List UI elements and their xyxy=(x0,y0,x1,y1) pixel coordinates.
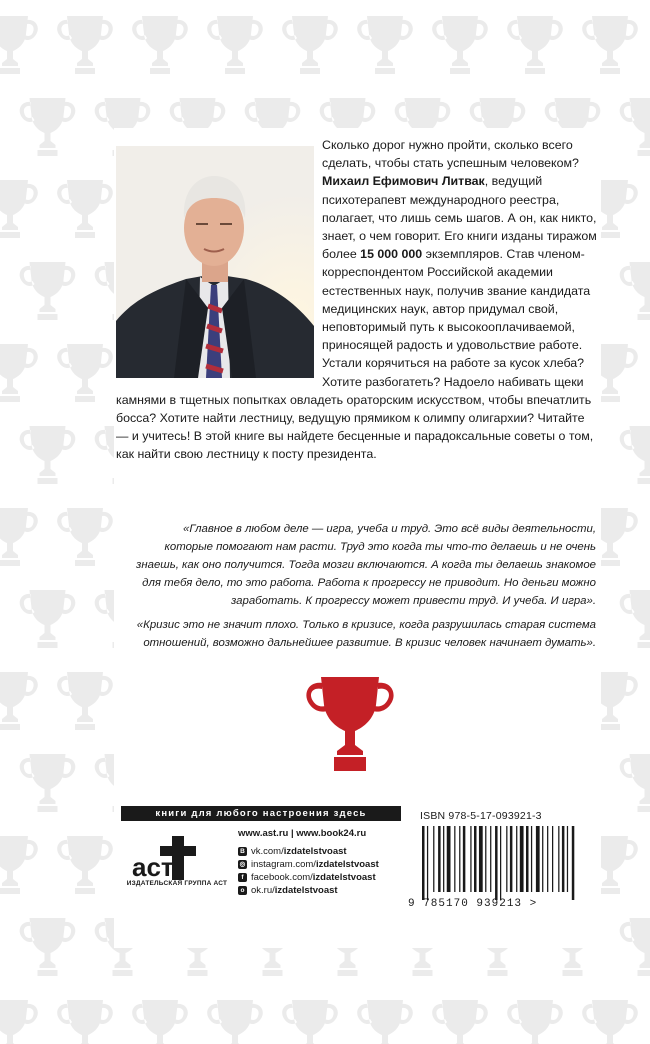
vk-icon: В xyxy=(238,847,247,856)
barcode-bar xyxy=(572,826,575,900)
pattern-cup-icon xyxy=(57,508,113,566)
pattern-cup-icon xyxy=(57,180,113,238)
pattern-cup-icon xyxy=(20,262,76,320)
barcode-bar xyxy=(463,826,466,892)
pattern-cup-icon xyxy=(207,1000,263,1044)
description-end: экземпляров. Став членом-корреспондентом Российской академии естественных наук, получив звание кандидата медицинских наук, автор придумал свой, неповторимый путь к высокооплачиваемой, приносящей радость и удовольствие работе. Устали корячиться на работе за кусок хлеба? Хотите разбогатеть? Надоело набивать щеки камнями в тщетных попытках овладеть ораторским искусством, чтобы впечатлить босса? Хотите найти лестницу, ведущую прямиком к олимпу олигархии? Читайте — и учитесь! В этой книге вы найдете бесценные и парадоксальные советы о том, как найти свою лестницу к посту президента. xyxy=(116,247,594,462)
barcode-bar xyxy=(485,826,486,892)
pattern-cup-icon xyxy=(57,836,113,894)
barcode-bar xyxy=(526,826,529,892)
barcode-bar xyxy=(500,826,501,900)
pattern-cup-icon xyxy=(620,754,650,812)
book-description xyxy=(116,136,597,464)
barcode-bar xyxy=(562,826,565,892)
pattern-cup-icon xyxy=(620,426,650,484)
barcode-bar xyxy=(443,826,444,892)
facebook-icon: f xyxy=(238,873,247,882)
pattern-cup-icon xyxy=(0,180,38,238)
pattern-cup-icon xyxy=(582,1000,638,1044)
pattern-cup-icon xyxy=(432,1000,488,1044)
barcode-bar xyxy=(567,826,568,892)
author-name: Михаил Ефимович Литвак xyxy=(322,174,485,189)
barcode-bar xyxy=(479,826,483,892)
barcode-bar xyxy=(506,826,507,892)
pattern-cup-icon xyxy=(57,16,113,74)
pattern-cup-icon xyxy=(357,1000,413,1044)
isbn-number: ISBN 978-5-17-093921-3 xyxy=(420,810,542,822)
barcode-bar xyxy=(531,826,532,892)
logo-text: аст xyxy=(132,852,174,882)
barcode-bar xyxy=(542,826,543,892)
barcode-bar xyxy=(454,826,455,892)
pattern-cup-icon xyxy=(0,16,38,74)
barcode-bar xyxy=(433,826,434,892)
slogan-bar: книги для любого настроения здесь xyxy=(121,806,401,821)
barcode-bar xyxy=(422,826,425,900)
pattern-cup-icon xyxy=(0,508,38,566)
pattern-cup-icon xyxy=(0,672,38,730)
quote-2: «Кризис это не значит плохо. Только в кризисе, когда разрушилась старая система отношений, возможно дальнейшее развитие. В кризис человек начинает думать». xyxy=(136,619,596,649)
barcode-bar xyxy=(447,826,451,892)
barcode-bar xyxy=(536,826,540,892)
pattern-cup-icon xyxy=(357,16,413,74)
pattern-cup-icon xyxy=(0,836,38,894)
pattern-cup-icon xyxy=(0,344,38,402)
facebook-link[interactable]: f facebook.com/ izdatelstvoast xyxy=(238,871,413,884)
barcode-bar xyxy=(520,826,524,892)
barcode-bar xyxy=(490,826,491,892)
pattern-cup-icon xyxy=(20,590,76,648)
publisher-caption: ИЗДАТЕЛЬСКАЯ ГРУППА АСТ xyxy=(126,880,228,887)
publisher-links xyxy=(238,828,413,897)
websites-link[interactable]: www.ast.ru | www.book24.ru xyxy=(238,828,367,839)
pattern-cup-icon xyxy=(507,1000,563,1044)
pattern-cup-icon xyxy=(620,262,650,320)
barcode-bar xyxy=(510,826,513,892)
instagram-icon: ◎ xyxy=(239,861,246,868)
barcode-bar xyxy=(516,826,517,892)
pattern-cup-icon xyxy=(0,1000,38,1044)
pattern-cup-icon xyxy=(282,1000,338,1044)
description-middle: , ведущий психотерапевт международного реестра, полагает, что лишь семь шагов. А он, как никто, знает, о чем говорит. Его книги изданы тиражом более xyxy=(322,174,597,262)
barcode-bar xyxy=(459,826,460,892)
pattern-cup-icon xyxy=(620,590,650,648)
instagram-link[interactable]: ◎ instagram.com/ izdatelstvoast xyxy=(239,859,379,870)
pattern-cup-icon xyxy=(620,918,650,976)
circulation-number: 15 000 000 xyxy=(360,247,423,262)
pattern-cup-icon xyxy=(20,754,76,812)
isbn-barcode xyxy=(414,826,600,900)
pattern-cup-icon xyxy=(20,98,76,156)
barcode-bar xyxy=(495,826,498,900)
vk-link[interactable]: В vk.com/ izdatelstvoast xyxy=(238,845,413,858)
barcode-bar xyxy=(552,826,553,892)
barcode-bar xyxy=(474,826,477,892)
barcode-bar xyxy=(427,826,428,900)
pattern-cup-icon xyxy=(282,16,338,74)
barcode-bar xyxy=(470,826,471,892)
odnoklassniki-link[interactable]: о ok.ru/ izdatelstvoast xyxy=(238,884,413,897)
pattern-cup-icon xyxy=(620,98,650,156)
quote-1: «Главное в любом деле — игра, учеба и труд. Это всё виды деятельности, которые помогают нам расти. Труд это когда ты что-то делаешь и не очень знаешь, как оно получится. Тогда мозги включаются. А когда ты делаешь знакомое для тебя дело, то это работа. Работа к прогрессу не приводит. Но деньги можно заработать. К прогрессу может привести труд. И учеба. И игра». xyxy=(136,523,596,607)
pattern-cup-icon xyxy=(57,344,113,402)
pattern-cup-icon xyxy=(582,16,638,74)
description-intro: Сколько дорог нужно пройти, сколько всего сделать, чтобы стать успешным человеком? xyxy=(322,138,579,171)
pattern-cup-icon xyxy=(20,918,76,976)
pattern-cup-icon xyxy=(132,16,188,74)
pattern-cup-icon xyxy=(432,16,488,74)
barcode-bar xyxy=(438,826,441,892)
pattern-cup-icon xyxy=(57,672,113,730)
odnoklassniki-icon: о xyxy=(238,886,247,895)
barcode-bar xyxy=(547,826,548,892)
photo-spacer xyxy=(116,136,322,382)
pattern-cup-icon xyxy=(20,426,76,484)
barcode-bar xyxy=(558,826,559,892)
pattern-cup-icon xyxy=(507,16,563,74)
pattern-cup-icon xyxy=(57,1000,113,1044)
pattern-cup-icon xyxy=(207,16,263,74)
barcode-digits: 9 785170 939213 > xyxy=(408,898,538,910)
red-trophy-cup-icon xyxy=(300,675,400,775)
pattern-cup-icon xyxy=(132,1000,188,1044)
